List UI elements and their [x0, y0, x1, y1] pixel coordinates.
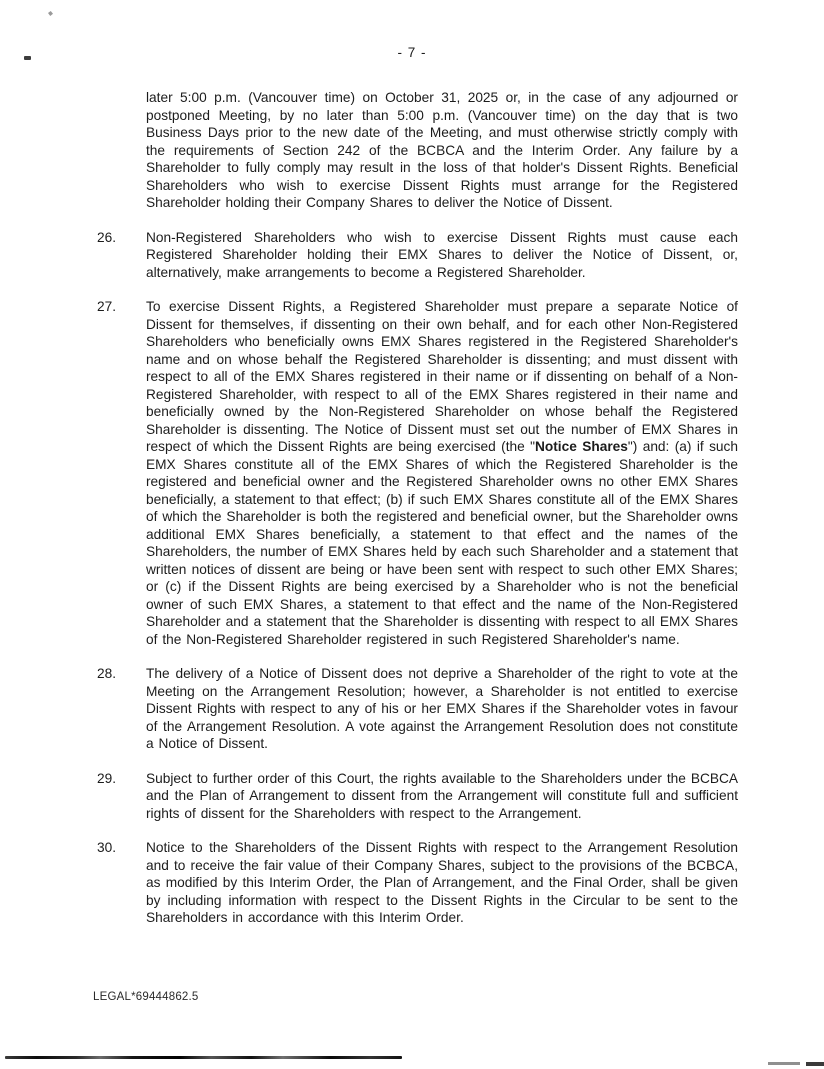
paragraph-text: later 5:00 p.m. (Vancouver time) on October 31, 2025 or, in the case of any adjourned or postponed Meeting, by no later than 5:00 p.m. (Vancouver time) on the day that is two Business Days prior to the new date of the Meeting, and must otherwise strictly comply with the requirements of Section 242 of the BCBCA and the Interim Order. Any failure by a Shareholder to fully comply may result in the loss of that holder's Dissent Rights. Beneficial Shareholders who wish to exercise Dissent Rights must arrange for the Registered Shareholder holding their Company Shares to deliver the Notice of Dissent.: [146, 90, 738, 210]
paragraph-text-segment: ") and: (a) if such EMX Shares constitute all of the EMX Shares of which the Registered Shareholder is the registered and beneficial owner and the Registered Shareholder owns no other EMX Shares beneficially, a statement to that effect; (b) if such EMX Shares constitute all of the EMX Shares of which the Shareholder is both the registered and beneficial owner, but the Shareholder owns additional EMX Shares beneficially, a statement to that effect and the names of the Shareholders, the number of EMX Shares held by each such Shareholder and a statement that written notices of dissent are being or have been sent with respect to such other EMX Shares; or (c) if the Dissent Rights are being exercised by a Shareholder who is not the beneficial owner of such EMX Shares, a statement to that effect and the name of the Non-Registered Shareholder and a statement that the Shareholder is dissenting with respect to all EMX Shares of the Non-Registered Shareholder registered in such Registered Shareholder's name.: [146, 439, 739, 647]
page-number: - 7 -: [397, 45, 427, 60]
paragraph-number: 29.: [97, 770, 117, 786]
paragraph-text: Subject to further order of this Court, the rights available to the Shareholders under the BCBCA and the Plan of Arrangement to dissent from the Arrangement will constitute full and sufficient rights of dissent for the Shareholders with respect to the Arrangement.: [146, 770, 738, 821]
scan-dash-icon: [768, 1062, 800, 1065]
paragraph-number: 26.: [97, 229, 117, 245]
paragraph-number: 30.: [97, 840, 117, 855]
paragraph-number: 27.: [97, 299, 117, 314]
paragraph-28: [97, 665, 738, 753]
paragraph-number: 28.: [97, 666, 117, 681]
paragraph-29: [97, 770, 738, 823]
paragraph-30: [97, 839, 738, 927]
scan-speck-icon: [48, 11, 53, 16]
paragraph-text: Non-Registered Shareholders who wish to exercise Dissent Rights must cause each Registered Shareholder holding their EMX Shares to deliver the Notice of Dissent, or, alternatively, make arrangements to become a Registered Shareholder.: [146, 229, 738, 280]
defined-term-notice-shares: Notice Shares: [535, 439, 628, 454]
paragraph-text-segment: To exercise Dissent Rights, a Registered Shareholder must prepare a separate Notice of Dissent for themselves, if dissenting on their own behalf, and for each other Non-Registered Shareholders who beneficially owns EMX Shares registered in the Registered Shareholder's name and on whose behalf the Registered Shareholder is dissenting; and must dissent with respect to all of the EMX Shares registered in their name or if dissenting on behalf of a Non-Registered Shareholder, with respect to all of the EMX Shares registered in their name and beneficially owned by the Non-Registered Shareholder on whose behalf the Registered Shareholder is dissenting. The Notice of Dissent must set out the number of EMX Shares in respect of which the Dissent Rights are being exercised (the ": [146, 299, 738, 454]
paragraph-26: [97, 229, 738, 282]
paragraph-text: Notice to the Shareholders of the Dissent Rights with respect to the Arrangement Resolution and to receive the fair value of their Company Shares, subject to the provisions of the BCBCA, as modified by this Interim Order, the Plan of Arrangement, and the Final Order, shall be given by including information with respect to the Dissent Rights in the Circular to be sent to the Shareholders in accordance with this Interim Order.: [146, 840, 738, 925]
paragraph-text: The delivery of a Notice of Dissent does not deprive a Shareholder of the right to vote at the Meeting on the Arrangement Resolution; however, a Shareholder is not entitled to exercise Dissent Rights with respect to any of his or her EMX Shares if the Shareholder votes in favour of the Arrangement Resolution. A vote against the Arrangement Resolution does not constitute a Notice of Dissent.: [146, 666, 738, 751]
paragraph-27: [97, 298, 738, 648]
paragraph-text: [146, 298, 738, 648]
scan-dash-icon: [806, 1062, 824, 1066]
document-body: [97, 89, 738, 944]
scan-edge-line: [5, 1056, 402, 1059]
document-footer-code: LEGAL*69444862.5: [93, 991, 199, 1003]
paragraph-number: [97, 89, 146, 212]
paragraph-continuation: [97, 89, 738, 212]
